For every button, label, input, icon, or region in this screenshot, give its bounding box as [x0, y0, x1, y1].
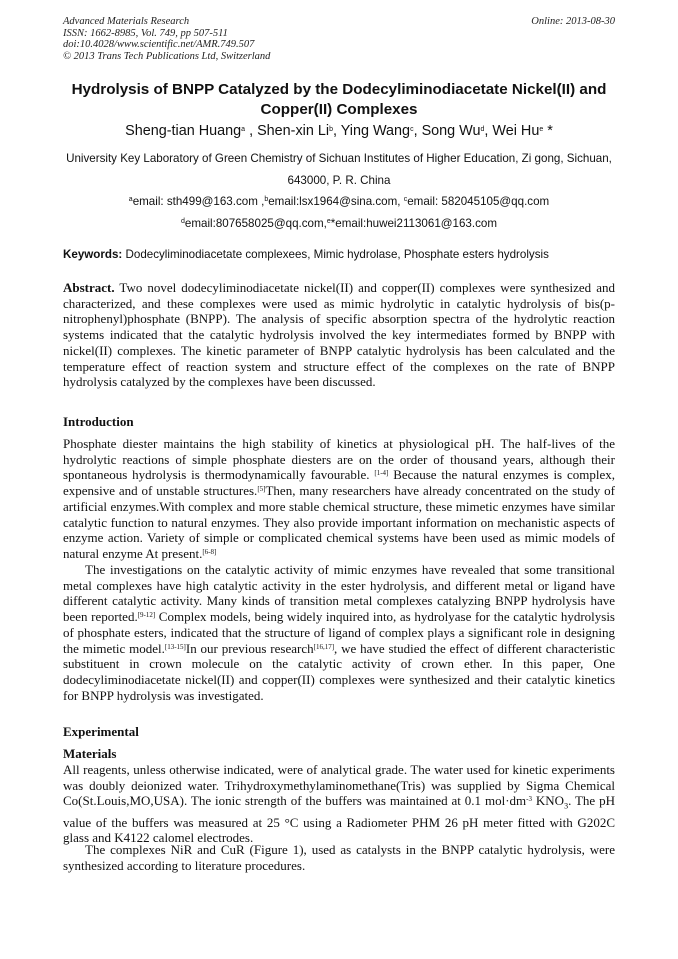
email-block: [63, 191, 615, 234]
journal-header: [63, 16, 615, 62]
text-run: Complex models, being widely inquired into, as hydrolyase for the catalytic hydrolysis of phosphate esters, indicated that the structure of ligand of complex plays a significant role in designing the mimetic model.: [63, 609, 615, 656]
abstract: [63, 280, 615, 390]
email-a: email: sth499@163.com ,: [132, 195, 265, 208]
email-line-1: [63, 191, 615, 213]
copyright-line: © 2013 Trans Tech Publications Ltd, Switzerland: [63, 50, 271, 62]
keywords-label: Keywords:: [63, 248, 123, 261]
citation-ref: [9-12]: [137, 611, 156, 620]
email-marker: c: [403, 196, 408, 204]
author-name: Ying Wang: [340, 123, 411, 139]
citation-ref: -3: [526, 795, 532, 804]
author-separator: *: [543, 123, 553, 139]
text-run: All reagents, unless otherwise indicated, were of analytical grade. The water used for kinetic experiments was doubly deionized water. Trihydroxymethylaminomethane(Tris) was supplied by Sigma Chemical Co(St.Louis,MO,USA). The ionic strength of the buffers was maintained at 0.1 mol·dm: [63, 762, 615, 809]
email-marker: d: [180, 217, 185, 225]
author-separator: ,: [245, 123, 258, 139]
text-run: , we have studied the effect of different characteristic substituent in crown molecule on the catalytic activity of crown ether. In this paper, One dodecyliminodiacetate nickel(II) and copper(II) complexes were synthesized and their catalytic kinetics for BNPP hydrolysis was investigated.: [63, 640, 616, 703]
author-marker: e: [539, 126, 544, 134]
text-run: Because the natural enzymes is complex, expensive and of unstable structures.: [63, 467, 615, 499]
keywords-text: Dodecyliminodiacetate complexees, Mimic hydrolase, Phosphate esters hydrolysis: [122, 248, 549, 261]
author-name: Sheng-tian Huang: [125, 123, 242, 139]
issn-line: ISSN: 1662-8985, Vol. 749, pp 507-511: [63, 27, 228, 39]
abstract-text: Two novel dodecyliminodiacetate nickel(II) and copper(II) complexes were synthesized and characterized, and these complexes were used as mimic hydrolytic in catalytic hydrolysis of bis(p-nitrophenyl)phosphate (BNPP). The analysis of specific absorption spectra of the hydrolytic reaction systems indicated that the catalytic hydrolysis involved the key intermediates formed by BNPP with nickel(II) complexes. The kinetic parameter of BNPP catalytic hydrolysis has been calculated and the temperature effect of reaction system and structure effect of the complexes on the rate of BNPP hydrolysis catalyzed by the complexes have been discussed.: [63, 280, 615, 390]
author-list: [63, 122, 615, 140]
online-date: Online: 2013-08-30: [531, 16, 615, 27]
author-marker: d: [480, 126, 485, 134]
journal-name: Advanced Materials Research: [63, 16, 190, 27]
author-separator: ,: [484, 123, 493, 139]
email-c: email: 582045105@qq.com: [407, 195, 550, 208]
abstract-label: Abstract.: [63, 280, 115, 295]
materials-paragraph-1: [63, 762, 615, 846]
email-line-2: [63, 213, 615, 235]
keywords: [63, 248, 615, 262]
email-d: email:807658025@qq.com,: [184, 216, 327, 230]
author-marker: b: [329, 126, 333, 134]
email-marker: b: [264, 196, 269, 204]
materials-paragraph-2: The complexes NiR and CuR (Figure 1), used as catalysts in the BNPP catalytic hydrolysis, were synthesized according to literature procedures.: [63, 842, 615, 873]
paper-title: Hydrolysis of BNPP Catalyzed by the Dodecyliminodiacetate Nickel(II) and Copper(II) Complexes: [71, 81, 607, 118]
email-b: email:lsx1964@sina.com,: [268, 195, 404, 208]
citation-ref: [16,17]: [313, 642, 335, 651]
author-separator: ,: [332, 123, 341, 139]
introduction-paragraph-1: [63, 436, 615, 562]
doi-line: doi:10.4028/www.scientific.net/AMR.749.507: [63, 39, 255, 51]
text-run: Phosphate diester maintains the high stability of kinetics at physiological pH. The half-lives of the hydrolytic reactions of simple phosphate diesters are on the order of thousand years, although their spontaneous hydrolysis is thermodynamically favourable.: [63, 436, 615, 483]
citation-ref: [1-4]: [374, 469, 389, 478]
materials-heading: Materials: [63, 746, 117, 761]
text-run: KNO: [531, 793, 565, 809]
email-marker: a: [128, 196, 133, 204]
citation-ref: [6-8]: [202, 548, 217, 557]
author-name: Wei Hu: [492, 123, 540, 139]
author-marker: a: [241, 126, 246, 134]
author-marker: c: [410, 126, 414, 134]
experimental-heading: Experimental: [63, 724, 139, 739]
email-e: *email:huwei2113061@163.com: [330, 216, 498, 230]
affiliation: University Key Laboratory of Green Chemistry of Sichuan Institutes of Higher Education, Zi gong, Sichuan, 643000, P. R. China: [66, 152, 612, 187]
text-run: . The pH value of the buffers was measured at 25 °C using a Radiometer PHM 26 pH meter fitted with G202C glass and K4122 calomel electrodes.: [63, 793, 615, 846]
citation-ref: [13-15]: [164, 642, 186, 651]
introduction-paragraph-2: [63, 562, 615, 703]
subscript: 3: [564, 802, 569, 811]
author-name: Song Wu: [421, 123, 481, 139]
text-run: Then, many researchers have already concentrated on the study of artificial enzymes.With complex and more stable chemical structure, these mimetic enzymes have similar catalytic function to natural enzymes. They also provide important information on mechanistic aspects of enzyme action. Variety of simple or complicated chemical systems have been used as mimic models of natural enzyme At present.: [63, 483, 615, 561]
author-separator: ,: [413, 123, 422, 139]
introduction-heading: Introduction: [63, 414, 134, 429]
text-run: In our previous research: [185, 640, 314, 656]
email-marker: e: [326, 217, 331, 225]
author-name: Shen-xin Li: [257, 123, 330, 139]
text-run: The investigations on the catalytic activity of mimic enzymes have revealed that some transitional metal complexes have high catalytic activity in the ester hydrolysis, and different metal or ligand have different catalytic activity. Many kinds of transition metal complexes catalyzing BNPP hydrolysis have been reported.: [63, 562, 615, 625]
citation-ref: [5]: [257, 485, 266, 494]
